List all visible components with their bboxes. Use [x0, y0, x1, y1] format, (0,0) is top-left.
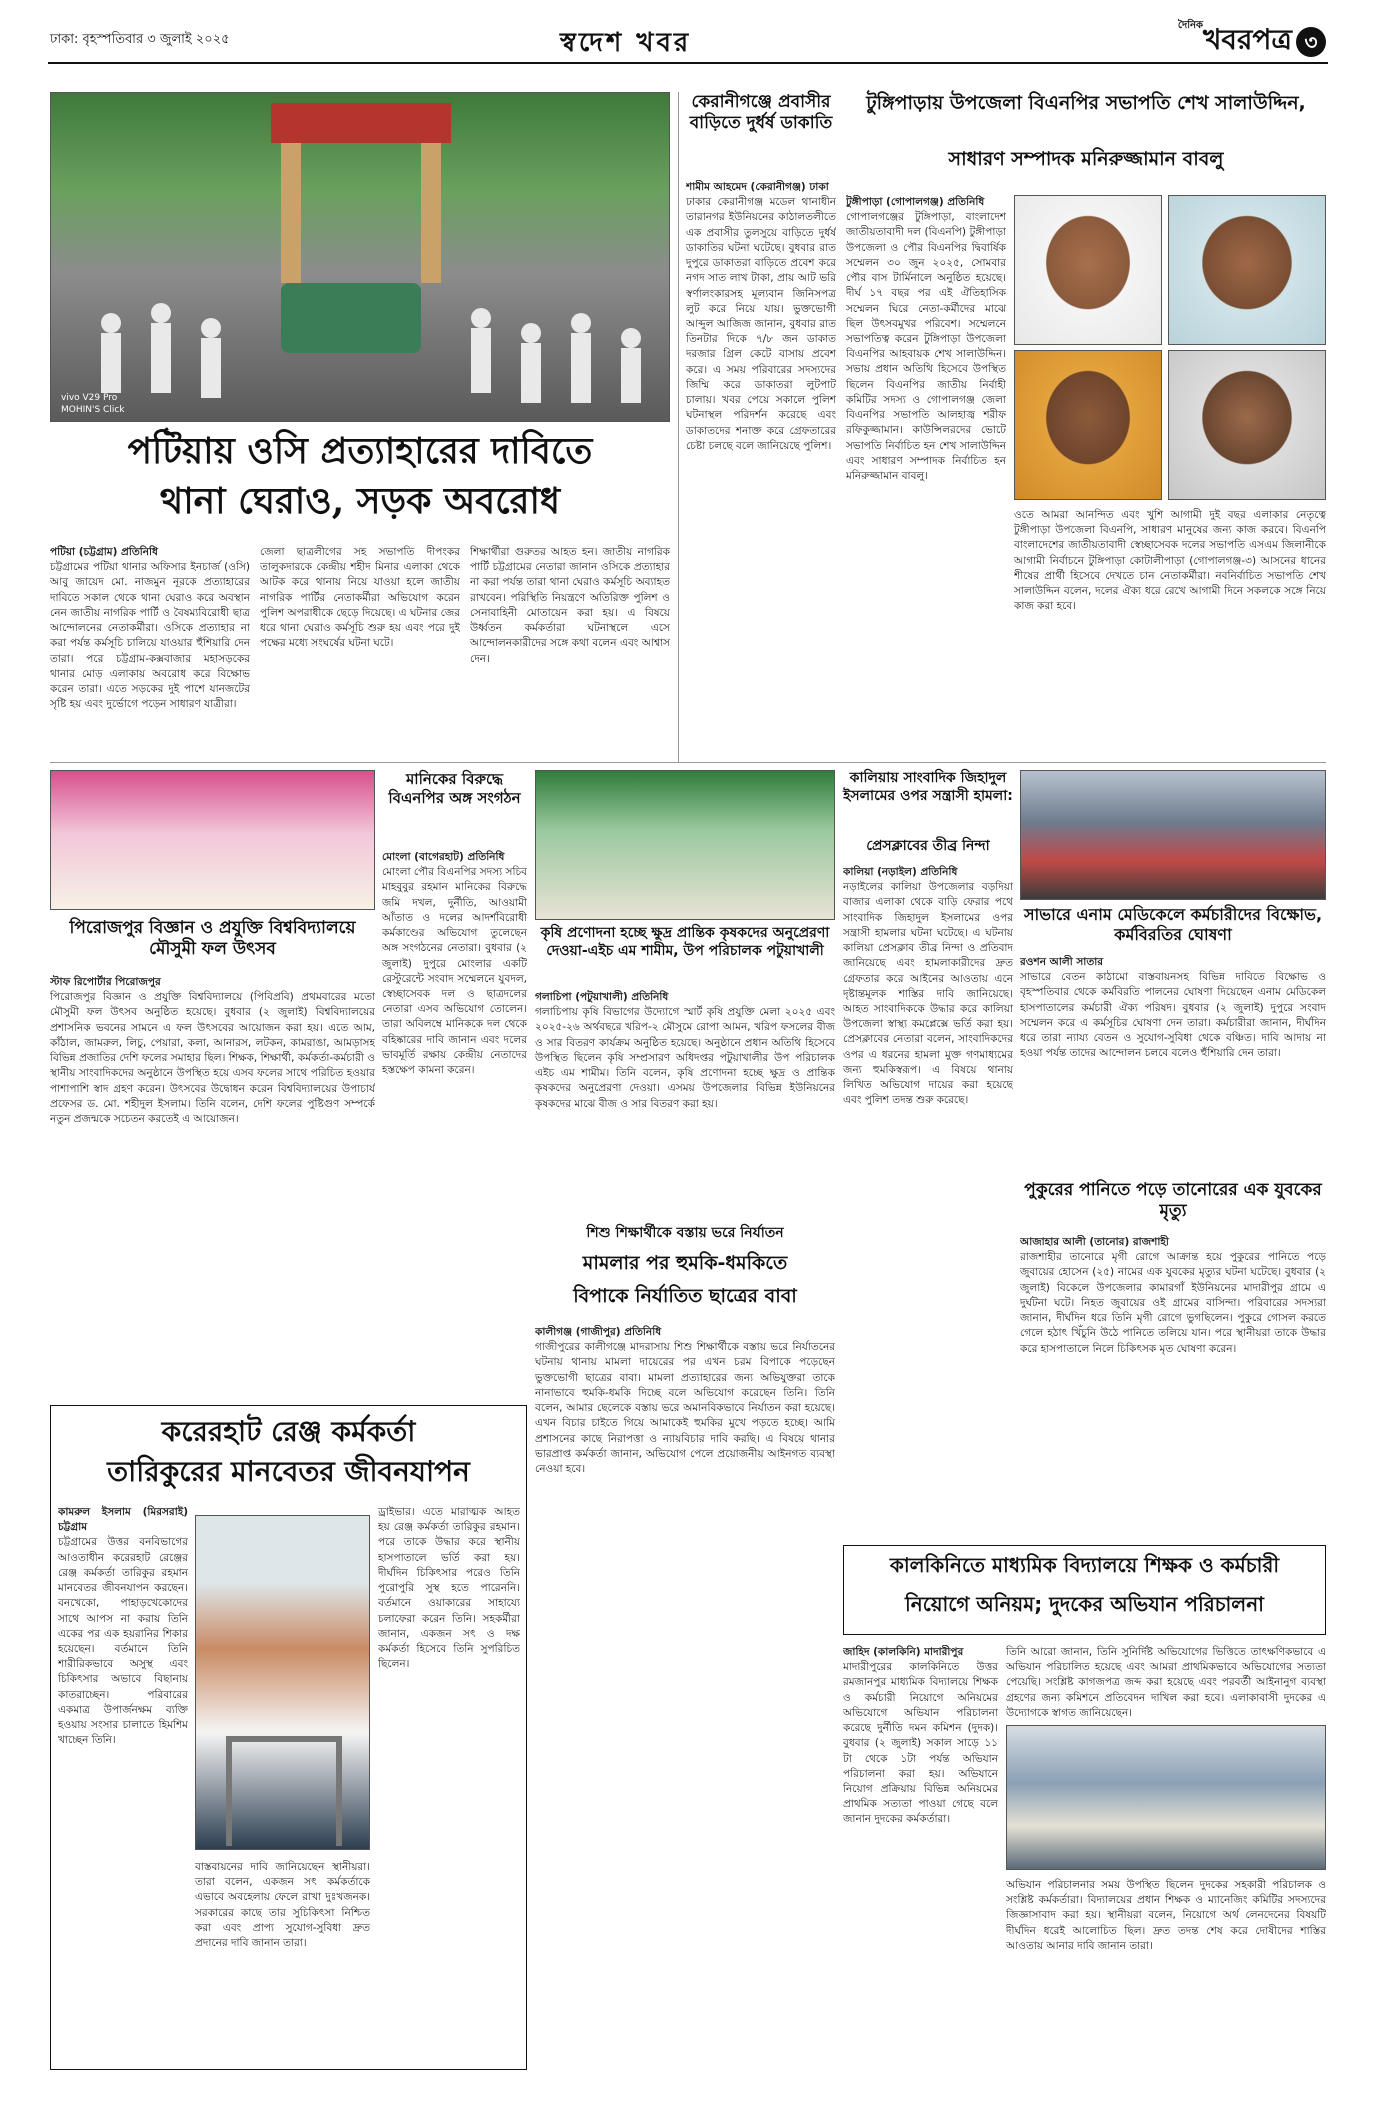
lead-column-1 [50, 545, 250, 755]
photo-credit-device: vivo V29 Pro [61, 393, 118, 403]
karaniganj-headline: কেরানীগঞ্জে প্রবাসীর বাড়িতে দুর্ধর্ষ ডাকাতি [689, 92, 833, 134]
kalia-article [843, 865, 1013, 1535]
logo-text: খবরপত্র [1203, 23, 1292, 56]
portrait-sheikh-salauddin [1014, 195, 1162, 345]
lead-byline: পটিয়া (চট্টগ্রাম) প্রতিনিধি [50, 546, 158, 558]
pirojpur-headline: পিরোজপুর বিজ্ঞান ও প্রযুক্তি বিশ্ববিদ্যালয়ে মৌসুমী ফল উৎসব [69, 918, 356, 960]
kalia-byline: কালিয়া (নড়াইল) প্রতিনিধি [843, 866, 958, 878]
kalia-headline-line1: কালিয়ায় সাংবাদিক জিহাদুল ইসলামের ওপর সন্ত্রাসী হামলা: [843, 770, 1013, 804]
manik-text: মোংলা পৌর বিএনপির সদস্য সচিব মাহবুবুর রহমান মানিকের বিরুদ্ধে জমি দখল, দুর্নীতি, আওয়ামী আঁতাত ও দলের আদর্শবিরোধী কর্মকাণ্ডের অভিযোগ তুলেছেন অঙ্গ সংগঠনের নেতারা। বুধবার (২ জুলাই) দুপুরে মোংলার একটি রেস্টুরেন্টে সংবাদ সম্মেলনে যুবদল, স্বেচ্ছাসেবক দল ও ছাত্রদলের নেতারা এসব অভিযোগ তোলেন। তারা অবিলম্বে মানিককে দল থেকে বহিষ্কারের দাবি জানান এবং দলের ভাবমূর্তি রক্ষায় কেন্দ্রীয় নেতাদের হস্তক্ষেপ কামনা করেন। [382, 866, 527, 1077]
karerhat-text-1: চট্টগ্রামের উত্তর বনবিভাগের আওতাধীন করেরহাট রেঞ্জের রেঞ্জ কর্মকর্তা তারিকুর রহমান মানবেতর জীবনযাপন করছেন। বনখেকো, পাহাড়খেকোদের সাথে আপস না করায় তিনি একের পর এক হয়রানির শিকার হয়েছেন। বর্তমানে তিনি শারীরিকভাবে অসুস্থ এবং চিকিৎসার অভাবে বিছানায় কাতরাচ্ছেন। পরিবারের একমাত্র উপার্জনক্ষম ব্যক্তি হওয়ায় সংসার চালাতে হিমশিম খাচ্ছেন তিনি। [58, 1536, 188, 1747]
kalkini-column-1 [843, 1645, 998, 2065]
kalia-headline-line2: প্রেসক্লাবের তীব্র নিন্দা [866, 838, 990, 854]
tungipara-headline-line2: সাধারণ সম্পাদক মনিরুজ্জামান বাবলু [948, 148, 1224, 170]
pukur-text: রাজশাহীর তানোরে মৃগী রোগে আক্রান্ত হয়ে পুকুরের পানিতে পড়ে জুবায়ের হোসেন (২৫) নামের এক যুবকের মৃত্যুর ঘটনা ঘটেছে। বুধবার (২ জুলাই) বিকেলে উপজেলার কামারগাঁ ইউনিয়নের মাদারীপুর গ্রামে এ দুর্ঘটনা ঘটে। নিহত জুবায়ের ওই গ্রামের বাসিন্দা। পরিবারের সদস্যরা জানান, দীর্ঘদিন ধরে তিনি মৃগী রোগে ভুগছিলেন। পুকুরে গোসল করতে গেলে হঠাৎ খিঁচুনি উঠে পানিতে তলিয়ে যান। পরে স্থানীয়রা তাকে উদ্ধার করে হাসপাতালে নিলে চিকিৎসক মৃত ঘোষণা করেন। [1020, 1251, 1326, 1355]
karaniganj-byline: শামীম আহমেদ (কেরানীগঞ্জ) ঢাকা [686, 181, 829, 193]
manik-article [382, 850, 527, 1395]
section-divider [50, 762, 1326, 763]
shishu-article [535, 1325, 835, 1965]
lead-headline-line2: থানা ঘেরাও, সড়ক অবরোধ [159, 480, 561, 522]
manik-headline: মানিকের বিরুদ্ধে বিএনপির অঙ্গ সংগঠন [388, 770, 521, 807]
tungipara-text-2: ওতে আমরা আনন্দিত এবং খুশি আগামী দুই বছর এলাকার নেতৃত্বে টুঙ্গীপাড়া উপজেলা বিএনপি, সাধারণ মানুষের জন্য কাজ করবে। বিএনপি বাংলাদেশের জাতীয়তাবাদী স্বেচ্ছাসেবক দলের সভাপতি এসএম জিলানীকে আগামী নির্বাচনে টুঙ্গিপাড়া কোটালীপাড়া (গোপালগঞ্জ-৩) আসনের ধানের শীষের প্রার্থী হিসেবে দেখতে চান নেতাকর্মীরা। নবনির্বাচিত সভাপতি শেখ সালাউদ্দিন বলেন, দলের ঐক্য ধরে রেখে আগামী দিনে সকলকে সঙ্গে নিয়ে কাজ করা হবে। [1014, 509, 1326, 613]
lead-column-2: জেলা ছাত্রলীগের সহ সভাপতি দীপংকর তালুকদারকে কেন্দ্রীয় শহীদ মিনার এলাকা থেকে আটক করে থানায় নিয়ে যাওয়া হলে জাতীয় নাগরিক পার্টির নেতাকর্মীরা অভিযোগ করেন পুলিশ অপরাধীকে ছেড়ে দিয়েছে। এ ঘটনার জের ধরে থানা ঘেরাও কর্মসূচি শুরু হয় এবং পরে দুই পক্ষের মধ্যে সংঘর্ষের ঘটনা ঘটে। [260, 546, 460, 650]
karerhat-column-2b: বাস্তবায়নের দাবি জানিয়েছেন স্থানীয়রা। তারা বলেন, একজন সৎ কর্মকর্তাকে এভাবে অবহেলায় ফেলে রাখা দুঃখজনক। সরকারের কাছে তার সুচিকিৎসা নিশ্চিত করা এবং প্রাপ্য সুযোগ-সুবিধা দ্রুত প্রদানের দাবি জানান তারা। [195, 1861, 370, 1950]
pukur-byline: আজাহার আলী (তানোর) রাজশাহী [1020, 1236, 1169, 1248]
karerhat-headline-line2: তারিকুরের মানবেতর জীবনযাপন [107, 1455, 470, 1488]
kalkini-headline-line1: কালকিনিতে মাধ্যমিক বিদ্যালয়ে শিক্ষক ও কর্মচারী [889, 1553, 1280, 1577]
lead-headline-line1: পটিয়ায় ওসি প্রত্যাহারের দাবিতে [127, 430, 593, 472]
crowd-illustration [51, 93, 670, 422]
lead-text-1: চট্টগ্রামের পটিয়া থানার অফিসার ইনচার্জ (ওসি) আবু জায়েদ মো. নাজমুন নূরকে প্রত্যাহারের দাবিতে সকাল থেকে থানা ঘেরাও করে অবস্থান নেন জাতীয় নাগরিক পার্টি ও বৈষম্যবিরোধী ছাত্র আন্দোলনের নেতাকর্মীরা। ওসিকে প্রত্যাহার না করা পর্যন্ত কর্মসূচি চালিয়ে যাওয়ার হুঁশিয়ারি দেন তারা। পরে চট্টগ্রাম-কক্সবাজার মহাসড়কের থানার মোড় এলাকায় অবরোধ করে বিক্ষোভ করেন তারা। এতে সড়কের দুই পাশে যানজটের সৃষ্টি হয় এবং দুর্ভোগে পড়েন সাধারণ যাত্রীরা। [50, 561, 250, 711]
karerhat-officer-photo [195, 1515, 370, 1850]
portrait-monirujjaman-bablu [1168, 195, 1326, 345]
karerhat-headline-line1: করেরহাট রেঞ্জ কর্মকর্তা [161, 1415, 416, 1448]
kalkini-column-3: অভিযান পরিচালনার সময় উপস্থিত ছিলেন দুদকের সহকারী পরিচালক ও সংশ্লিষ্ট কর্মকর্তারা। বিদ্যালয়ের প্রধান শিক্ষক ও ম্যানেজিং কমিটির সদস্যদের জিজ্ঞাসাবাদ করা হয়। স্থানীয়রা বলেন, নিয়োগে অর্থ লেনদেনের বিষয়টি দীর্ঘদিন ধরেই আলোচিত ছিল। দ্রুত তদন্ত শেষ করে দোষীদের শাস্তির আওতায় আনার দাবি জানান তারা। [1006, 1879, 1326, 1952]
logo-tag: দৈনিক [1177, 20, 1204, 31]
shishu-headline-line1: শিশু শিক্ষার্থীকে বস্তায় ভরে নির্যাতন [586, 1225, 784, 1241]
krishi-text: গলাচিপায় কৃষি বিভাগের উদ্যোগে স্মার্ট কৃষি প্রযুক্তি মেলা ২০২৫ এবং ২০২৫-২৬ অর্থবছরে খরিপ-২ মৌসুমে রোপা আমন, খরিপ ফসলের বীজ ও সার বিতরণ কার্যক্রম অনুষ্ঠিত হয়েছে। অনুষ্ঠানে প্রধান অতিথি হিসেবে উপস্থিত ছিলেন কৃষি সম্প্রসারণ অধিদপ্তর পটুয়াখালীর উপ পরিচালক এইচ এম শামীম। তিনি বলেন, কৃষি প্রণোদনা হচ্ছে ক্ষুদ্র ও প্রান্তিক কৃষকদের অনুপ্রেরণা দেওয়া। এসময় উপজেলার বিভিন্ন ইউনিয়নের কৃষকদের মাঝে বীজ ও সার বিতরণ করা হয়। [535, 1006, 835, 1110]
karerhat-column-3: ড্রাইভার। এতে মারাত্মক আহত হয় রেঞ্জ কর্মকর্তা তারিকুর রহমান। পরে তাকে উদ্ধার করে স্থানীয় হাসপাতালে ভর্তি করা হয়। দীর্ঘদিন চিকিৎসার পরেও তিনি পুরোপুরি সুস্থ হতে পারেননি। বর্তমানে ওয়াকারের সাহায্যে চলাফেরা করেন তিনি। সহকর্মীরা জানান, একজন সৎ ও দক্ষ কর্মকর্তা হিসেবে তিনি সুপরিচিত ছিলেন। [378, 1506, 520, 1671]
shishu-text: গাজীপুরের কালীগঞ্জে মাদরাসায় শিশু শিক্ষার্থীকে বস্তায় ভরে নির্যাতনের ঘটনায় থানায় মামলা দায়েরের পর এখন চরম বিপাকে পড়েছেন ভুক্তভোগী ছাত্রের বাবা। মামলা প্রত্যাহারের জন্য অভিযুক্তরা তাকে নানাভাবে হুমকি-ধমকি দিচ্ছে বলে অভিযোগ করেছেন তিনি। তিনি বলেন, আমার ছেলেকে বস্তায় ভরে অমানবিকভাবে নির্যাতন করা হয়েছে। এখন বিচার চাইতে গিয়ে আমাকেই হুমকির মুখে পড়তে হচ্ছে। আমি প্রশাসনের কাছে নিরাপত্তা ও ন্যায়বিচার দাবি করছি। এ বিষয়ে থানার ভারপ্রাপ্ত কর্মকর্তা জানান, অভিযোগ পেলে প্রয়োজনীয় আইনগত ব্যবস্থা নেওয়া হবে। [535, 1341, 835, 1475]
krishi-photo [535, 770, 835, 920]
kalkini-headline-line2: নিয়োগে অনিয়ম; দুদকের অভিযান পরিচালনা [905, 1592, 1264, 1616]
header-rule [48, 62, 1328, 64]
portrait-leader-4 [1168, 350, 1326, 500]
shishu-headline-line3: বিপাকে নির্যাতিত ছাত্রের বাবা [573, 1285, 797, 1307]
savar-text: সাভারে বেতন কাঠামো বাস্তবায়নসহ বিভিন্ন দাবিতে বিক্ষোভ ও বৃহস্পতিবার থেকে কর্মবিরতি পালনের ঘোষণা দিয়েছেন এনাম মেডিকেল হাসপাতালের কর্মচারী ঐক্য পরিষদ। বুধবার (২ জুলাই) দুপুরে সংবাদ সম্মেলন করে এ কর্মসূচির ঘোষণা দেন তারা। কর্মচারীরা জানান, দীর্ঘদিন ধরে তারা ন্যায্য বেতন ও সুযোগ-সুবিধা থেকে বঞ্চিত। দাবি আদায় না হওয়া পর্যন্ত তাদের আন্দোলন চলবে বলেও হুঁশিয়ারি দেন তারা। [1020, 971, 1326, 1060]
krishi-article [535, 990, 835, 1210]
manik-byline: মোংলা (বাগেরহাট) প্রতিনিধি [382, 851, 505, 863]
krishi-headline: কৃষি প্রণোদনা হচ্ছে ক্ষুদ্র প্রান্তিক কৃষকদের অনুপ্রেরণা দেওয়া-এইচ এম শামীম, উপ পরিচালক পটুয়াখালী [540, 925, 830, 959]
karerhat-column-1 [58, 1505, 188, 2060]
pukur-article [1020, 1235, 1326, 1535]
kalia-text: নড়াইলের কালিয়া উপজেলার বড়দিয়া বাজার এলাকা থেকে বাড়ি ফেরার পথে সাংবাদিক জিহাদুল ইসলামের ওপর সন্ত্রাসী হামলার ঘটনা ঘটেছে। এ ঘটনায় কালিয়া প্রেসক্লাব তীব্র নিন্দা ও প্রতিবাদ জানিয়েছে এবং হামলাকারীদের দ্রুত গ্রেফতার করে আইনের আওতায় এনে দৃষ্টান্তমূলক শাস্তির দাবি জানিয়েছে। আহত সাংবাদিককে উদ্ধার করে কালিয়া উপজেলা স্বাস্থ্য কমপ্লেক্সে ভর্তি করা হয়। প্রেসক্লাবের নেতারা বলেন, সাংবাদিকদের ওপর এ ধরনের হামলা মুক্ত গণমাধ্যমের জন্য হুমকিস্বরূপ। এ বিষয়ে থানায় লিখিত অভিযোগ দায়ের করা হয়েছে এবং পুলিশ তদন্ত শুরু করেছে। [843, 881, 1013, 1107]
pirojpur-byline: স্টাফ রিপোর্টার পিরোজপুর [50, 976, 161, 988]
page-number: ৩ [1296, 27, 1326, 57]
savar-headline: সাভারে এনাম মেডিকেলে কর্মচারীদের বিক্ষোভ, কর্মবিরতির ঘোষণা [1023, 905, 1323, 944]
lead-photo [50, 92, 670, 422]
shishu-headline-line2: মামলার পর হুমকি-ধমকিতে [582, 1252, 788, 1274]
tungipara-text-1: গোপালগঞ্জের টুঙ্গিপাড়া, বাংলাদেশ জাতীয়তাবাদী দল (বিএনপি) টুঙ্গীপাড়া উপজেলা ও পৌর বিএনপির দ্বিবার্ষিক সম্মেলন ৩০ জুন ২০২৫, সোমবার পৌর বাস টার্মিনালে অনুষ্ঠিত হয়েছে। দীর্ঘ ১৭ বছর পর এই ঐতিহাসিক সম্মেলন ঘিরে নেতা-কর্মীদের মাঝে ছিল উৎসবমুখর পরিবেশ। সম্মেলনে সভাপতিত্ব করেন টুঙ্গিপাড়া উপজেলা বিএনপির আহবায়ক শেখ সালাউদ্দিন। সভায় প্রধান অতিথি হিসেবে উপস্থিত ছিলেন বিএনপির জাতীয় নির্বাহী কমিটির সদস্য ও গোপালগঞ্জ জেলা বিএনপির সভাপতি আলহাজ্ব শরীফ রফিকুজ্জামান। কাউন্সিলরদের ভোটে সভাপতি নির্বাচিত হন শেখ সালাউদ্দিন এবং সাধারণ সম্পাদক নির্বাচিত হন মনিরুজ্জামান বাবলু। [846, 211, 1006, 482]
portrait-leader-3 [1014, 350, 1162, 500]
pirojpur-text: পিরোজপুর বিজ্ঞান ও প্রযুক্তি বিশ্ববিদ্যালয়ে (পিবিপ্রবি) প্রথমবারের মতো মৌসুমী ফল উৎসব অনুষ্ঠিত হয়েছে। বুধবার (২ জুলাই) বিশ্ববিদ্যালয়ের প্রশাসনিক ভবনের সামনে এ ফল উৎসবের আয়োজন করা হয়। এতে আম, কাঁঠাল, জামরুল, লিচু, পেয়ারা, কলা, আনারস, লটকন, কামরাঙা, আমড়াসহ বিভিন্ন প্রজাতির দেশি ফলের সমাহার ছিল। শিক্ষক, শিক্ষার্থী, কর্মকর্তা-কর্মচারী ও স্থানীয় সাংবাদিকদের অনুষ্ঠানে উপস্থিত হয়ে এসব ফলের সাথে পরিচিত হওয়ার পাশাপাশি স্বাদ গ্রহণ করেন। উৎসবের উদ্বোধন করেন বিশ্ববিদ্যালয়ের উপাচার্য প্রফেসর ড. মো. শহীদুল ইসলাম। তিনি বলেন, দেশি ফলের পুষ্টিগুণ সম্পর্কে নতুন প্রজন্মকে সচেতন করতেই এ আয়োজন। [50, 991, 375, 1125]
walker-illustration [196, 1516, 370, 1850]
karaniganj-text: ঢাকার কেরানীগঞ্জ মডেল থানাধীন তারানগর ইউনিয়নের কাঠালতলীতে এক প্রবাসীর তুলসুয়ে বাড়িতে দুর্ধর্ষ ডাকাতির ঘটনা ঘটেছে। বুধবার রাত দুপুরে ডাকাতরা বাড়িতে প্রবেশ করে নগদ সাত লাখ টাকা, প্রায় আট ভরি স্বর্ণালংকারসহ মূল্যবান জিনিসপত্র লুট করে নিয়ে যায়। ভুক্তভোগী আব্দুল আজিজ জানান, বুধবার রাত তিনটার দিকে ৭/৮ জন ডাকাত দরজার গ্রিল কেটে বাসায় প্রবেশ করে। এ সময় পরিবারের সদস্যদের জিম্মি করে ডাকাতরা লুটপাট চালায়। খবর পেয়ে সকালে পুলিশ ঘটনাস্থল পরিদর্শন করেছে এবং ডাকাতদের শনাক্ত করে গ্রেফতারের চেষ্টা চলছে বলে জানিয়েছে পুলিশ। [686, 196, 836, 452]
karerhat-byline: কামরুল ইসলাম (মিরসরাই) চট্টগ্রাম [58, 1506, 188, 1534]
issue-date: ঢাকা: বৃহস্পতিবার ৩ জুলাই ২০২৫ [50, 32, 230, 47]
krishi-byline: গলাচিপা (পটুয়াখালী) প্রতিনিধি [535, 991, 669, 1003]
column-divider [678, 92, 679, 762]
tungipara-article [846, 195, 1006, 755]
kalkini-text-1: মাদারীপুরের কালকিনিতে উত্তর রমজানপুর মাধ্যমিক বিদ্যালয়ে শিক্ষক ও কর্মচারী নিয়োগে অনিয়মের অভিযোগে অভিযান পরিচালনা করেছে দুর্নীতি দমন কমিশন (দুদক)। বুধবার (২ জুলাই) সকাল সাড়ে ১১ টা থেকে ১টা পর্যন্ত অভিযান পরিচালনা করা হয়। অভিযানে নিয়োগ প্রক্রিয়ায় বিভিন্ন অনিয়মের প্রাথমিক সত্যতা পাওয়া গেছে বলে জানান দুদকের কর্মকর্তারা। [843, 1661, 998, 1826]
pirojpur-photo [50, 770, 375, 910]
tungipara-headline-line1: টুঙ্গিপাড়ায় উপজেলা বিএনপির সভাপতি শেখ সালাউদ্দিন, [866, 92, 1306, 114]
kalkini-column-2: তিনি আরো জানান, তিনি সুনির্দিষ্ট অভিযোগের ভিত্তিতে তাৎক্ষণিকভাবে এ অভিযান পরিচালিত হয়েছে এবং আমরা প্রাথমিকভাবে অভিযোগের সত্যতা পেয়েছি। সংশ্লিষ্ট কাগজপত্র জব্দ করা হয়েছে এবং পরবর্তী আইনানুগ ব্যবস্থা গ্রহণের জন্য কমিশনে প্রতিবেদন দাখিল করা হবে। এলাকাবাসী দুদকের এ উদ্যোগকে স্বাগত জানিয়েছেন। [1006, 1646, 1326, 1719]
savar-photo [1020, 770, 1326, 900]
savar-byline: রওশন আলী সাতার [1020, 956, 1104, 968]
pirojpur-article [50, 975, 375, 1395]
section-title: স্বদেশ খবর [560, 28, 692, 58]
kalkini-byline: জাহিদ (কালকিনি) মাদারীপুর [843, 1646, 964, 1658]
photo-credit-name: MOHIN'S Click [61, 405, 125, 415]
karaniganj-article [686, 180, 836, 760]
lead-column-3: শিক্ষার্থীরা গুরুতর আহত হন। জাতীয় নাগরিক পার্টি চট্টগ্রামের নেতারা জানান ওসিকে প্রত্যাহার না করা পর্যন্ত তারা থানা ঘেরাও কর্মসূচি অব্যাহত রাখবেন। পরিস্থিতি নিয়ন্ত্রণে অতিরিক্ত পুলিশ ও সেনাবাহিনী মোতায়েন করা হয়। এ বিষয়ে উর্ধ্বতন কর্মকর্তারা ঘটনাস্থলে এসে আন্দোলনকারীদের সঙ্গে কথা বলেন এবং আশ্বাস দেন। [470, 546, 670, 665]
tungipara-byline: টুঙ্গীপাড়া (গোপালগঞ্জ) প্রতিনিধি [846, 196, 985, 208]
savar-article [1020, 955, 1326, 1170]
kalkini-photo [1006, 1725, 1326, 1870]
pukur-headline: পুকুরের পানিতে পড়ে তানোরের এক যুবকের মৃত্যু [1024, 1180, 1322, 1222]
newspaper-logo [1178, 18, 1326, 65]
shishu-byline: কালীগঞ্জ (গাজীপুর) প্রতিনিধি [535, 1326, 662, 1338]
